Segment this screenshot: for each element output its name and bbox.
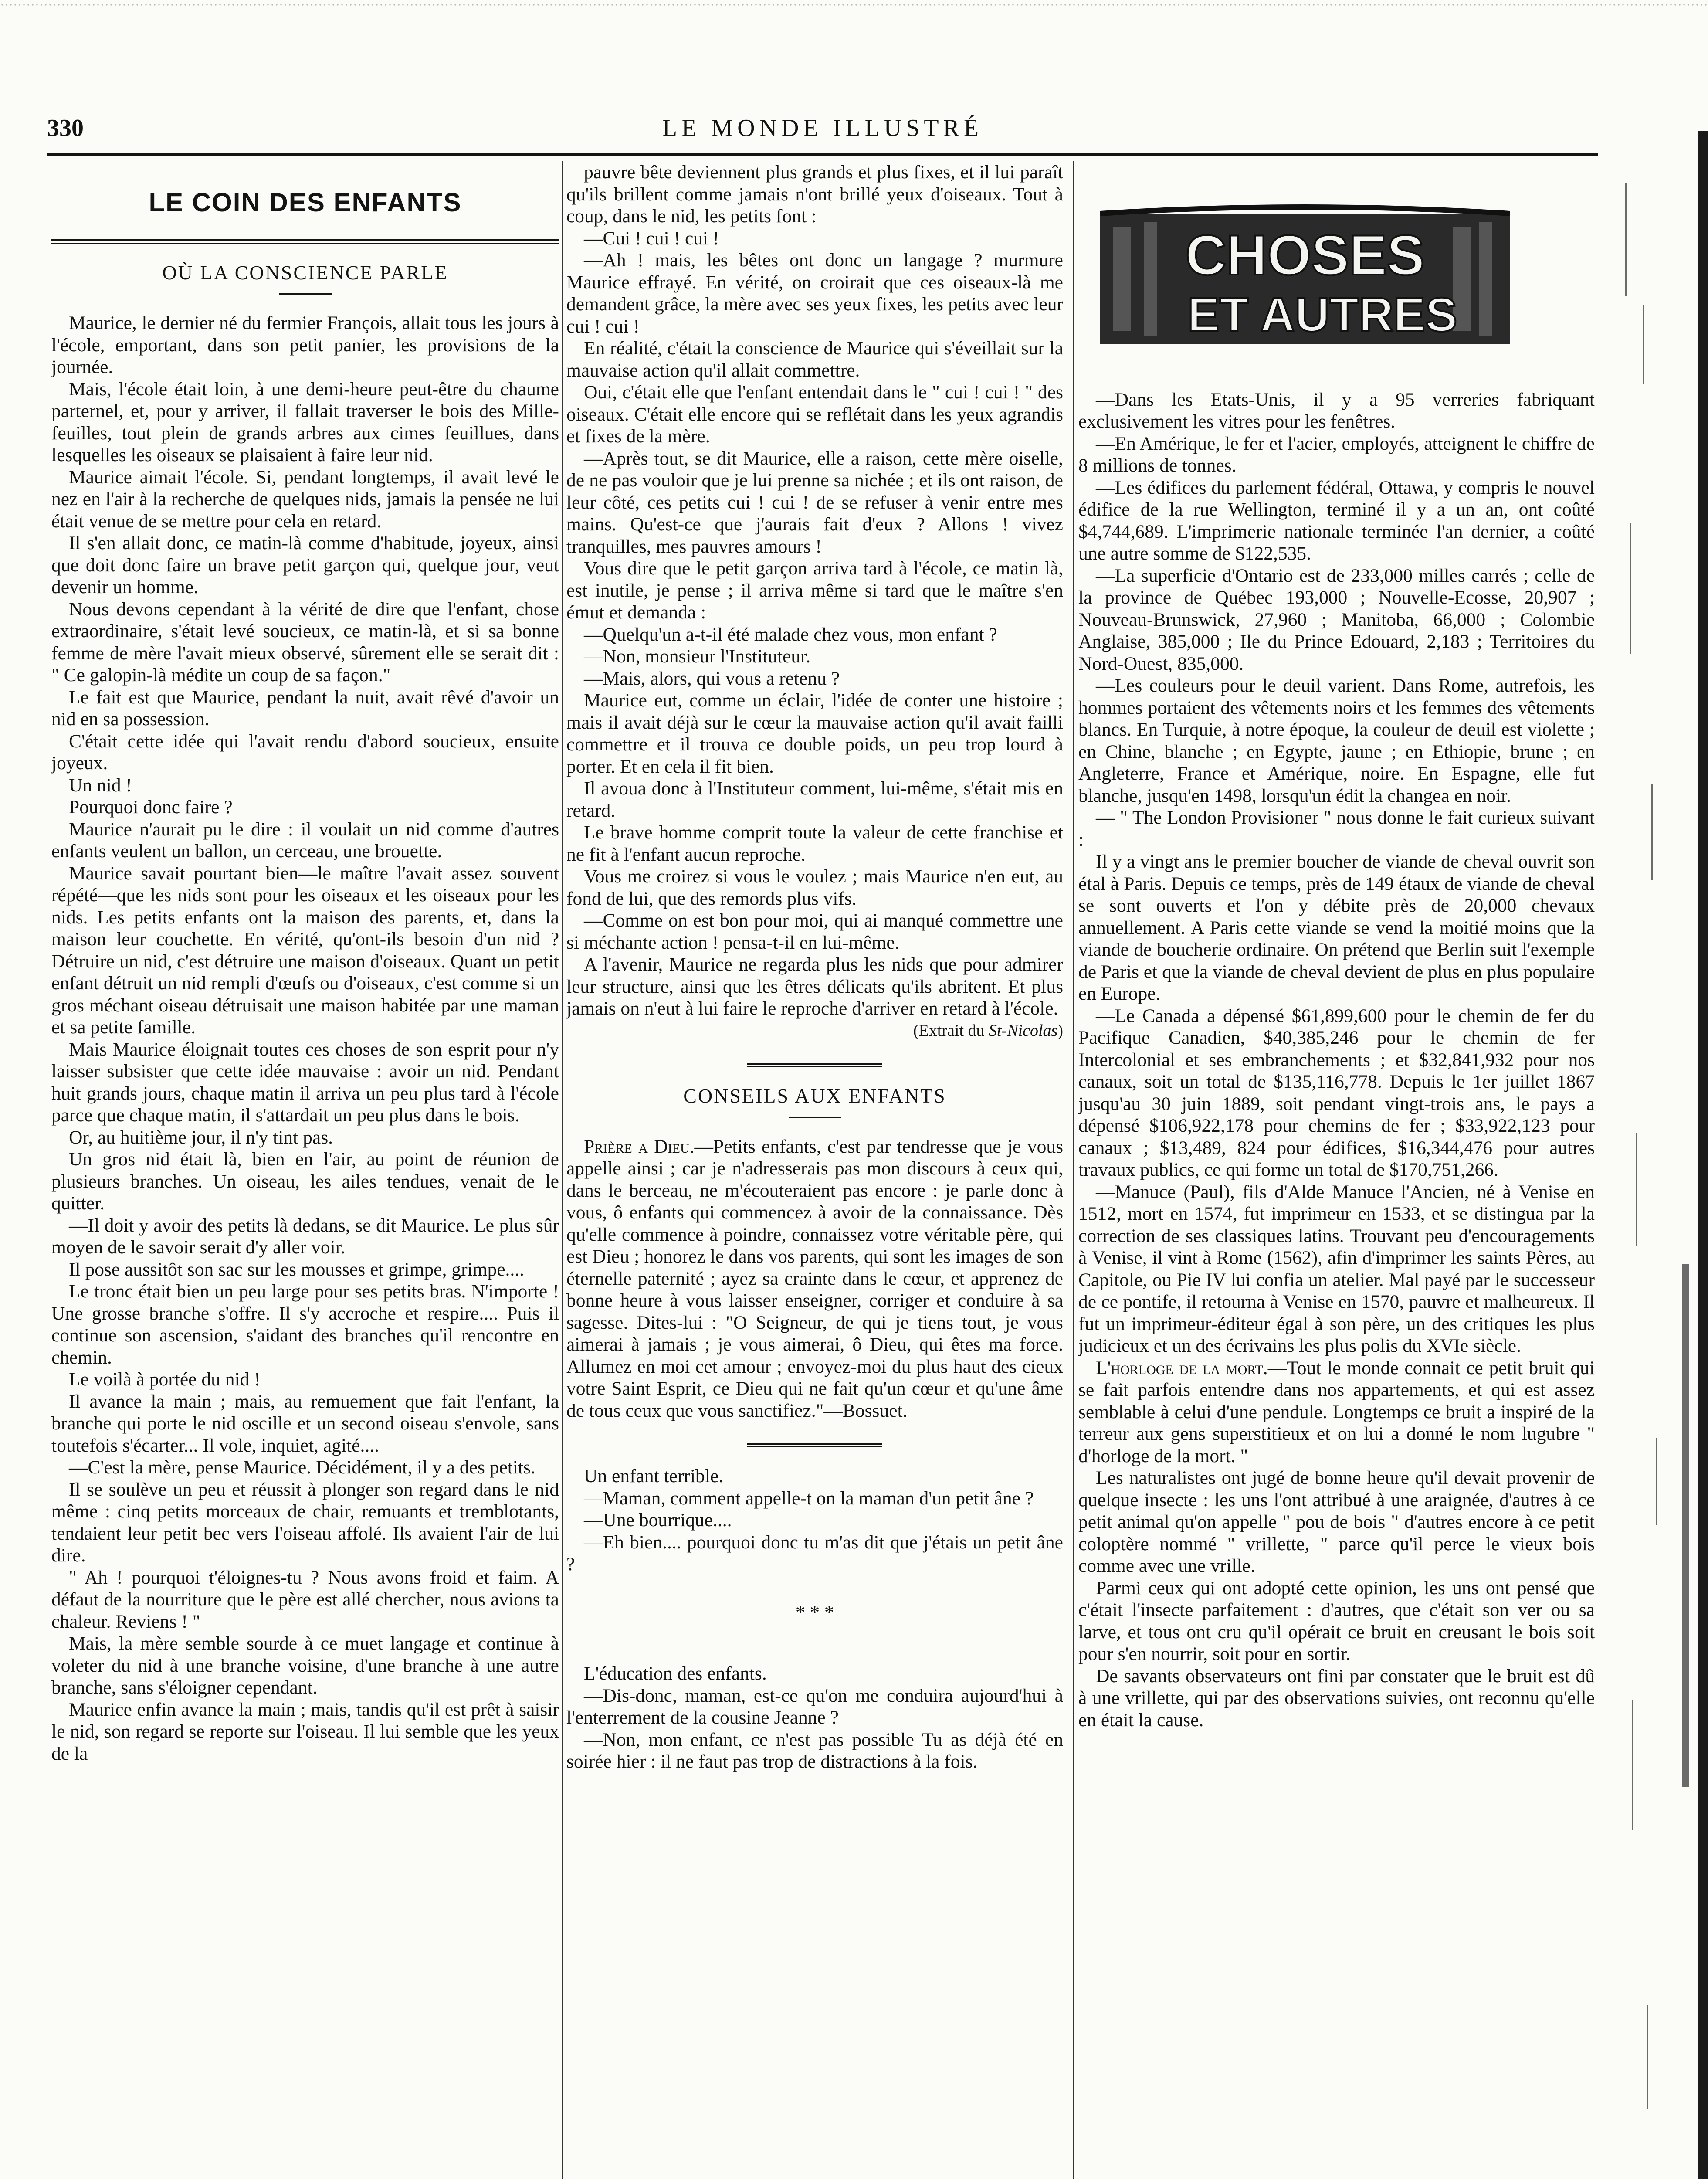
paragraph: —La superficie d'Ontario est de 233,000 milles carrés ; celle de la province de Québec 193,000 ; Nouvelle-Ecosse, 20,907 ; Nouveau-Brunswick, 27,960 ; Manitoba, 66,000 ; Colombie Anglaise, 385,000 ; Ile du Prince Edouard, 2,183 ; Territoires du Nord-Ouest, 835,000. <box>1078 565 1595 674</box>
short-rule <box>789 1117 841 1118</box>
paragraph: Mais, l'école était loin, à une demi-heure peut-être du chaume parternel, et, pour y arriver, il fallait traverser le bois des Mille-feuilles, tout plein de grands arbres aux cimes feuillues, dans lesquelles les oiseaux se plaisaient à faire leur nid. <box>51 378 559 465</box>
enfant-terrible <box>566 1465 1063 1575</box>
source-prefix: (Extrait du <box>913 1021 985 1040</box>
paragraph: —Manuce (Paul), fils d'Alde Manuce l'Ancien, né à Venise en 1512, mort en 1574, fut imprimeur en 1533, et se distingua par la correction de ses classiques latins. Trouvant peu d'encouragements à Venise, il vint à Rome (1562), afin d'imprimer les saints Pères, au Capitole, ou Pie IV lui confia un atelier. Mal payé par le successeur de ce pontife, il retourna à Venise en 1570, pauvre et malheureux. Il fut un imprimeur-éditeur égal à son père, un des critiques les plus judicieux et un des écrivains les plus polis du XVIe siècle. <box>1078 1181 1595 1356</box>
paragraph: A l'avenir, Maurice ne regarda plus les nids que pour admirer leur structure, ainsi que les êtres délicats qu'ils abritent. Et plus jamais on n'eut à lui faire le reproche d'arriver en retard à l'école. <box>566 954 1063 1019</box>
paragraph: Il y a vingt ans le premier boucher de viande de cheval ouvrit son étal à Paris. Depuis ce temps, près de 149 étaux de viande de cheval se sont ouverts et l'on y débite près de 20,000 chevaux annuellement. A Paris cette viande se vend la moitié moins que la viande de boucherie ordinaire. On prétend que Berlin suit l'exemple de Paris et que la viande de cheval devient de plus en plus populaire en Europe. <box>1078 851 1595 1004</box>
paragraph: Maurice eut, comme un éclair, l'idée de conter une histoire ; mais il avait déjà sur le cœur la mauvaise action qu'il avait failli commettre et il trouva ce double poids, un peu trop lourd à porter. Et en cela il fit bien. <box>566 690 1063 777</box>
priere-paragraph <box>566 1136 1063 1422</box>
paragraph: Mais, la mère semble sourde à ce muet langage et continue à voleter du nid à une branche voisine, d'une branche à une autre branche, sans s'éloigner cependant. <box>51 1633 559 1698</box>
source-credit <box>566 1020 1063 1042</box>
double-rule <box>51 239 559 244</box>
horloge-text: —Tout le monde connait ce petit bruit qui se fait parfois entendre dans nos appartements, et qui est assez semblable à celui d'une pendule. Longtemps ce bruit a inspiré de la terreur aux gens superstitieux et on lui a donné le nom lugubre " d'horloge de la mort. " <box>1078 1357 1595 1466</box>
paragraph: Un nid ! <box>69 774 132 796</box>
paragraph: Le voilà à portée du nid ! <box>69 1369 261 1390</box>
asterism: * * * <box>796 1601 834 1623</box>
paragraph: C'était cette idée qui l'avait rendu d'abord soucieux, ensuite joyeux. <box>51 730 559 774</box>
vignette-title: CHOSES <box>1185 223 1425 287</box>
paragraph: Le tronc était bien un peu large pour ses petits bras. N'importe ! Une grosse branche s'offre. Il s'y accroche et respire.... Puis il continue son ascension, s'aidant des branches qu'il rencontre en chemin. <box>51 1281 559 1368</box>
paragraph: —Non, monsieur l'Instituteur. <box>584 646 811 667</box>
paragraph: —Eh bien.... pourquoi donc tu m'as dit que j'étais un petit âne ? <box>566 1531 1063 1575</box>
page-number: 330 <box>47 115 84 142</box>
journal-title: LE MONDE ILLUSTRÉ <box>662 115 983 142</box>
column-divider <box>562 161 563 2179</box>
section-rule <box>747 1063 882 1067</box>
choses-et-autres-vignette <box>1096 200 1514 357</box>
paragraph: Les naturalistes ont jugé de bonne heure qu'il devait provenir de quelque insecte : les uns l'ont attribué à une araignée, d'autres à ce petit animal qu'on appelle " pou de bois " d'autres encore à ce petit coloptère nommé " vrillette, " parce qu'il perce le vieux bois comme avec une vrille. <box>1078 1467 1595 1576</box>
paragraph: Le fait est que Maurice, pendant la nuit, avait rêvé d'avoir un nid en sa possession. <box>51 686 559 730</box>
paragraph: —Comme on est bon pour moi, qui ai manqué commettre une si méchante action ! pensa-t-il en lui-même. <box>566 910 1063 953</box>
scan-dotted-border <box>0 0 1708 10</box>
source-name: St-Nicolas <box>989 1021 1058 1040</box>
header-rule <box>47 153 1598 156</box>
paragraph: Il s'en allait donc, ce matin-là comme d'habitude, joyeux, ainsi que doit donc faire un brave petit garçon qui, quelque jour, veut devenir un homme. <box>51 533 559 597</box>
article-body <box>51 312 559 1765</box>
paragraph: Parmi ceux qui ont adopté cette opinion, les uns ont pensé que c'était l'insecte parfaitement : d'autres, que c'était son ver ou sa larve, et tous ont cru qu'il opérait ce bruit en creusant le bois soit pour s'en nourrir, soit pour en sortir. <box>1078 1577 1595 1664</box>
section-rule <box>747 1443 882 1447</box>
paragraph: Un gros nid était là, bien en l'air, au point de réunion de plusieurs branches. Un oiseau, les ailes tendues, venait de le quitter. <box>51 1149 559 1214</box>
paragraph: Vous me croirez si vous le voulez ; mais Maurice n'en eut, au fond de lui, que des remords plus vifs. <box>566 866 1063 909</box>
short-rule <box>279 293 332 295</box>
column-1 <box>51 161 559 1765</box>
paragraph: Vous dire que le petit garçon arriva tard à l'école, ce matin là, est inutile, je pense ; il arriva même si tard que le maître s'en émut et demanda : <box>566 558 1063 623</box>
paragraph: —Le Canada a dépensé $61,899,600 pour le chemin de fer du Pacifique Canadien, $40,385,246 pour le chemin de fer Intercolonial et ses embranchements ; et $32,841,932 pour nos canaux, soit un total de $135,116,778. Depuis le 1er juillet 1867 jusqu'au 30 juin 1889, soit pendant vingt-trois ans, le pays a dépensé $106,922,178 pour chemins de fer ; $33,922,123 pour canaux ; $13,489, 824 pour édifices, $16,344,476 pour autres travaux publics, ce qui forme un total de $170,751,266. <box>1078 1005 1595 1180</box>
paragraph: —Il doit y avoir des petits là dedans, se dit Maurice. Le plus sûr moyen de le savoir serait d'y aller voir. <box>51 1215 559 1258</box>
paragraph: — " The London Provisioner " nous donne le fait curieux suivant : <box>1078 807 1595 850</box>
column-divider <box>1073 161 1074 2179</box>
paragraph: —Les couleurs pour le deuil varient. Dans Rome, autrefois, les hommes portaient des vêtements noirs et les femmes des vêtements blancs. En Turquie, à notre époque, la couleur de deuil est violette ; en Chine, blanche ; en Egypte, jaune ; en Ethiopie, brune ; en Angleterre, France et Amérique, noire. En Espagne, elle fut blanche, jusqu'en 1498, lorsqu'un édit la changea en noir. <box>1078 675 1595 806</box>
source-suffix: ) <box>1057 1021 1063 1040</box>
paragraph: Il pose aussitôt son sac sur les mousses et grimpe, grimpe.... <box>69 1259 525 1280</box>
article-body-continued <box>566 161 1063 1020</box>
horloge-label: L'horloge de la mort. <box>1096 1357 1268 1378</box>
paragraph: pauvre bête deviennent plus grands et plus fixes, et il lui paraît qu'ils brillent comme jamais n'ont brillé yeux d'oiseaux. Tout à coup, dans le nid, les petits font : <box>566 162 1063 227</box>
paragraph: —Après tout, se dit Maurice, elle a raison, cette mère oiselle, de ne pas vouloir que je lui prenne sa nichée ; et ils ont raison, de leur côté, ces petits cui ! cui ! de se refuser à venir entre mes mains. Qu'est-ce que j'aurais fait d'eux ? Allons ! vivez tranquilles, mes pauvres amours ! <box>566 448 1063 557</box>
horloge-body <box>1078 1467 1595 1731</box>
conseils-title: CONSEILS AUX ENFANTS <box>683 1085 946 1107</box>
paragraph: Il avoua donc à l'Instituteur comment, lui-même, s'était mis en retard. <box>566 778 1063 821</box>
paragraph: Maurice n'aurait pu le dire : il voulait un nid comme d'autres enfants veulent un ballon, un cerceau, une brouette. <box>51 818 559 862</box>
paragraph: Un enfant terrible. <box>584 1466 724 1487</box>
education-enfants <box>566 1663 1063 1773</box>
choses-et-autres-body <box>1078 389 1595 1357</box>
paragraph: Nous devons cependant à la vérité de dire que l'enfant, chose extraordinaire, s'était levé soucieux, ce matin-là, et si sa bonne femme de mère l'avait mieux observé, sûrement elle se serait dit : " Ce galopin-là médite un coup de sa façon." <box>51 598 559 686</box>
column-2 <box>566 161 1063 1773</box>
paragraph: Mais Maurice éloignait toutes ces choses de son esprit pour n'y laisser subsister que cette idée mauvaise : avoir un nid. Pendant huit grands jours, chaque matin il arriva un peu plus tard à l'école parce que chaque matin, il s'attardait un peu plus dans le bois. <box>51 1039 559 1126</box>
article-title: OÙ LA CONSCIENCE PARLE <box>162 261 448 284</box>
paragraph: —Dis-donc, maman, est-ce qu'on me conduira aujourd'hui à l'enterrement de la cousine Jeanne ? <box>566 1685 1063 1728</box>
paragraph: —Quelqu'un a-t-il été malade chez vous, mon enfant ? <box>584 624 997 645</box>
paragraph: Maurice enfin avance la main ; mais, tandis qu'il est prêt à saisir le nid, son regard se reporte sur l'oiseau. Il lui semble que les yeux de la <box>51 1699 559 1764</box>
scan-binding-edge <box>1612 131 1708 2179</box>
paragraph: Maurice savait pourtant bien—le maître l'avait assez souvent répété—que les nids sont pour les oiseaux et les oiseaux pour les nids. Les petits enfants ont la maison des parents, et, dans la maison leur couchette. En vérité, qu'ont-ils besoin d'un nid ? Détruire un nid, c'est détruire une maison d'oiseaux. Quant un petit enfant détruit un nid rempli d'œufs ou d'oiseaux, c'est comme si un gros méchant oiseau détruisait une maison habitée par une maman et sa petite famille. <box>51 862 559 1038</box>
paragraph: Il se soulève un peu et réussit à plonger son regard dans le nid même : cinq petits morceaux de chair, remuants et tremblotants, tendaient leur petit bec vers l'oiseau affolé. Ils avaient l'air de lui dire. <box>51 1479 559 1566</box>
paragraph: —Cui ! cui ! cui ! <box>584 227 719 249</box>
paragraph: —Ah ! mais, les bêtes ont donc un langage ? murmure Maurice effrayé. En vérité, on croirait que ces oiseaux-là me demandent grâce, la mère avec ses yeux fixes, les petits avec leur cui ! cui ! <box>566 250 1063 337</box>
vignette-subtitle: ET AUTRES <box>1187 288 1457 342</box>
paragraph: —Mais, alors, qui vous a retenu ? <box>584 668 840 689</box>
paragraph: Le brave homme comprit toute la valeur de cette franchise et ne fit à l'enfant aucun reproche. <box>566 822 1063 865</box>
paragraph: Or, au huitième jour, il n'y tint pas. <box>69 1127 333 1148</box>
paragraph: —En Amérique, le fer et l'acier, employés, atteignent le chiffre de 8 millions de tonnes. <box>1078 433 1595 476</box>
page-header <box>47 114 1598 149</box>
horloge-paragraph <box>1078 1357 1595 1467</box>
paragraph: Maurice, le dernier né du fermier François, allait tous les jours à l'école, emportant, dans son petit panier, les provisions de la journée. <box>51 312 559 377</box>
paragraph: Il avance la main ; mais, au remuement que fait l'enfant, la branche qui porte le nid oscille et un second oiseau s'envole, sans toutefois s'écarter... Il vole, inquiet, agité.... <box>51 1391 559 1456</box>
priere-label: Prière a Dieu. <box>584 1136 695 1157</box>
paragraph: En réalité, c'était la conscience de Maurice qui s'éveillait sur la mauvaise action qu'il allait commettre. <box>566 338 1063 381</box>
column-3 <box>1078 161 1595 1731</box>
paragraph: —C'est la mère, pense Maurice. Décidément, il y a des petits. <box>69 1457 535 1478</box>
paragraph: Pourquoi donc faire ? <box>69 797 233 818</box>
paragraph: L'éducation des enfants. <box>584 1663 767 1684</box>
priere-text: —Petits enfants, c'est par tendresse que je vous appelle ainsi ; car je n'adresserais pas mon discours à ceux qui, dans le berceau, ne m'écouteraient pas encore : je parle donc à vous, ô enfants qui commencez à avoir de la connaissance. Dès qu'elle commence à poindre, connaissez votre véritable père, qui est Dieu ; honorez le dans vos parents, qui sont les images de son éternelle paternité ; ayez sa crainte dans le cœur, et apprenez de bonne heure à vous laisser enseigner, corriger et conduire à sa sagesse. Dites-lui : "O Seigneur, de qui je tiens tout, je vous aimerai à jamais ; je vous aimerai, ô Dieu, qui êtes ma force. Allumez en moi cet amour ; envoyez-moi du plus haut des cieux votre Saint Esprit, ce Dieu qui ne fait qu'un cœur et qu'une âme de tous ceux que vous sanctifiez."—Bossuet. <box>566 1136 1063 1421</box>
paragraph: " Ah ! pourquoi t'éloignes-tu ? Nous avons froid et faim. A défaut de la nourriture que le père est allé chercher, nous avions ta chaleur. Reviens ! " <box>51 1567 559 1632</box>
paragraph: —Non, mon enfant, ce n'est pas possible Tu as déjà été en soirée hier : il ne faut pas trop de distractions à la fois. <box>566 1729 1063 1772</box>
paragraph: —Maman, comment appelle-t on la maman d'un petit âne ? <box>584 1487 1034 1509</box>
paragraph: De savants observateurs ont fini par constater que le bruit est dû à une vrillette, qui par des observations suivies, ont reconnu qu'elle en était la cause. <box>1078 1665 1595 1731</box>
paragraph: —Une bourrique.... <box>584 1510 732 1531</box>
paragraph: —Les édifices du parlement fédéral, Ottawa, y compris le nouvel édifice de la rue Wellington, terminé il y a un an, ont coûté $4,744,689. L'imprimerie nationale terminée l'an dernier, a coûté une autre somme de $122,535. <box>1078 477 1595 564</box>
paragraph: Oui, c'était elle que l'enfant entendait dans le " cui ! cui ! " des oiseaux. C'était elle encore qui se reflétait dans les yeux agrandis et fixes de la mère. <box>566 382 1063 447</box>
paragraph: —Dans les Etats-Unis, il y a 95 verreries fabriquant exclusivement les vitres pour les fenêtres. <box>1078 389 1595 432</box>
section-title: LE COIN DES ENFANTS <box>149 188 462 217</box>
paragraph: Maurice aimait l'école. Si, pendant longtemps, il avait levé le nez en l'air à la recherche de quelques nids, jamais la pensée ne lui était venue de se mettre pour cela en retard. <box>51 466 559 532</box>
